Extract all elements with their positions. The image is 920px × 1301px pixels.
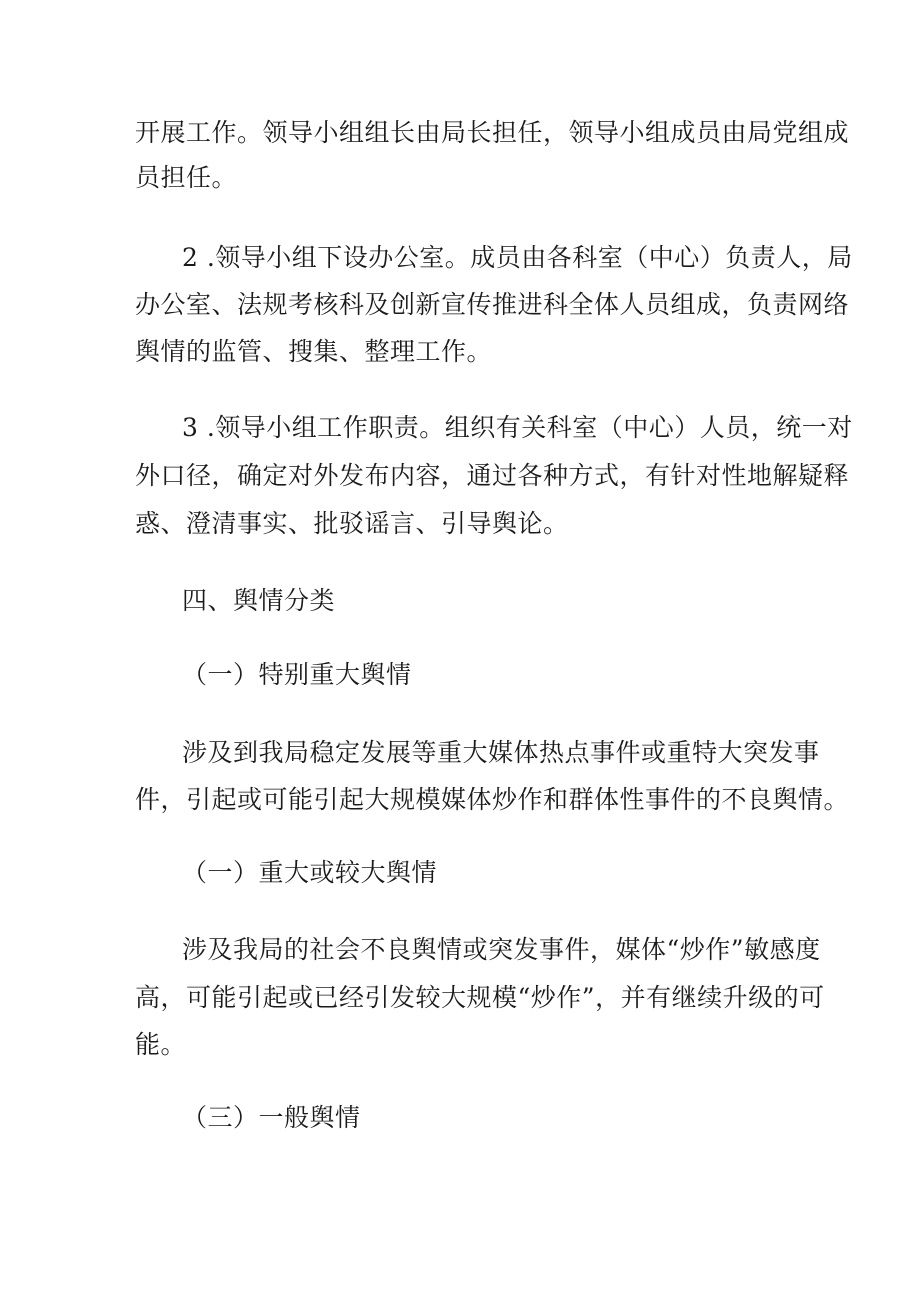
text-line-14: 涉及我局的社会不良舆情或突发事件，媒体“炒作”敏感度 (182, 935, 821, 964)
text-line-6: 3 .领导小组工作职责。组织有关科室（中心）人员，统一对 (182, 413, 853, 442)
text-line-15: 高，可能引起或已经引发较大规模“炒作”，并有继续升级的可 (135, 983, 825, 1012)
text-line-7: 外口径，确定对外发布内容，通过各种方式，有针对性地解疑释 (135, 461, 850, 490)
text-line-5: 舆情的监管、搜集、整理工作。 (135, 337, 493, 366)
subsection-heading-2: （一）重大或较大舆情 (182, 858, 438, 887)
text-line-11: 涉及到我局稳定发展等重大媒体热点事件或重特大突发事 (182, 738, 820, 767)
text-line-4: 办公室、法规考核科及创新宣传推进科全体人员组成，负责网络 (135, 290, 850, 319)
text-line-1: 开展工作。领导小组组长由局长担任，领导小组成员由局党组成 (135, 118, 850, 147)
text-line-16: 能。 (135, 1030, 187, 1059)
subsection-heading-1: （一）特别重大舆情 (182, 660, 412, 689)
text-line-3: 2 .领导小组下设办公室。成员由各科室（中心）负责人，局 (182, 243, 853, 272)
text-line-8: 惑、澄清事实、批驳谣言、引导舆论。 (135, 509, 569, 538)
text-line-12: 件，引起或可能引起大规模媒体炒作和群体性事件的不良舆情。 (135, 785, 850, 814)
section-heading: 四、舆情分类 (182, 586, 336, 615)
subsection-heading-3: （三）一般舆情 (182, 1103, 361, 1132)
text-line-2: 员担任。 (135, 163, 238, 192)
